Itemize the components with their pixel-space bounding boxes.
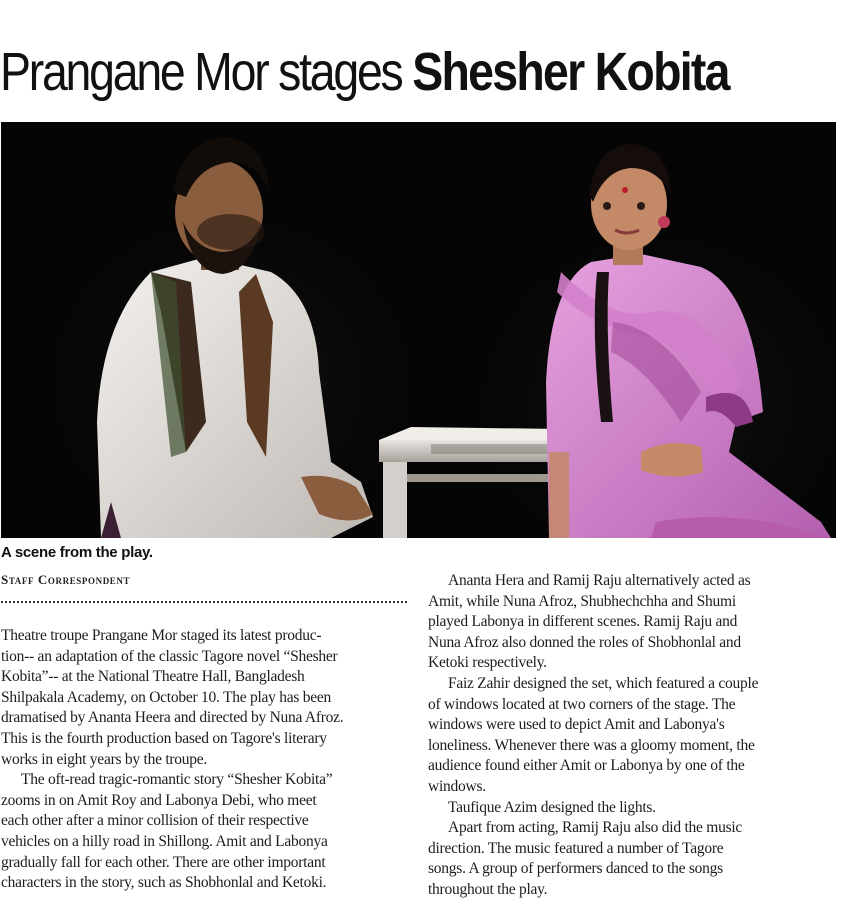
- text-line: each other after a minor collision of their respective: [1, 812, 309, 830]
- text-line: tion-- an adaptation of the classic Tagore novel “Shesher: [1, 647, 338, 665]
- text-line: throughout the play.: [428, 880, 548, 898]
- paragraph: [428, 818, 840, 900]
- text-line: Taufique Azim designed the lights.: [448, 798, 656, 816]
- text-line: works in eight years by the troupe.: [1, 750, 208, 768]
- text-line: played Labonya in different scenes. Ramij Raju and: [428, 613, 738, 631]
- photo-caption: A scene from the play.: [1, 544, 153, 561]
- text-line: of windows located at two corners of the stage. The: [428, 695, 736, 713]
- text-line: Amit, while Nuna Afroz, Shubhechchha and Shumi: [428, 592, 736, 610]
- paragraph: [1, 770, 413, 894]
- text-line: Shilpakala Academy, on October 10. The play has been: [1, 688, 332, 706]
- text-line: dramatised by Ananta Heera and directed by Nuna Afroz.: [1, 709, 344, 727]
- text-line: Nuna Afroz also donned the roles of Shobhonlal and: [428, 633, 741, 651]
- headline-regular-text: Prangane Mor stages: [0, 42, 413, 102]
- headline-bold-text: Shesher Kobita: [412, 42, 729, 102]
- paragraph: [428, 674, 840, 798]
- text-line: Theatre troupe Prangane Mor staged its latest produc-: [1, 627, 322, 644]
- text-line: Kobita”-- at the National Theatre Hall, Bangladesh: [1, 668, 305, 686]
- text-line: Ketoki respectively.: [428, 654, 547, 672]
- text-line: zooms in on Amit Roy and Labonya Debi, who meet: [1, 791, 317, 809]
- text-line: vehicles on a hilly road in Shillong. Amit and Labonya: [1, 832, 328, 850]
- article-column-2: [428, 571, 840, 901]
- text-line: direction. The music featured a number of Tagore: [428, 839, 724, 857]
- text-line: loneliness. Whenever there was a gloomy moment, the: [428, 736, 755, 754]
- stage-photo-icon: [1, 122, 836, 538]
- paragraph: [428, 798, 840, 819]
- article-headline: [0, 36, 733, 108]
- paragraph: [428, 571, 840, 674]
- text-line: audience found either Amit or Labonya by one of the: [428, 757, 745, 775]
- text-line: Apart from acting, Ramij Raju also did the music: [448, 819, 743, 837]
- byline-divider: [1, 601, 407, 603]
- text-line: windows were used to depict Amit and Labonya's: [428, 716, 725, 734]
- text-line: gradually fall for each other. There are other important: [1, 853, 326, 871]
- text-line: This is the fourth production based on Tagore's literary: [1, 729, 327, 747]
- text-line: windows.: [428, 777, 486, 795]
- text-line: The oft-read tragic-romantic story “Shesher Kobita”: [21, 771, 333, 789]
- stage-photo: [1, 122, 836, 538]
- byline: Staff Correspondent: [1, 572, 131, 587]
- text-line: Faiz Zahir designed the set, which featured a couple: [448, 674, 759, 692]
- text-line: songs. A group of performers danced to the songs: [428, 860, 723, 878]
- text-line: Ananta Hera and Ramij Raju alternatively acted as: [448, 572, 751, 589]
- paragraph: [1, 626, 413, 770]
- text-line: characters in the story, such as Shobhonlal and Ketoki.: [1, 874, 327, 892]
- article-column-1: [1, 626, 413, 894]
